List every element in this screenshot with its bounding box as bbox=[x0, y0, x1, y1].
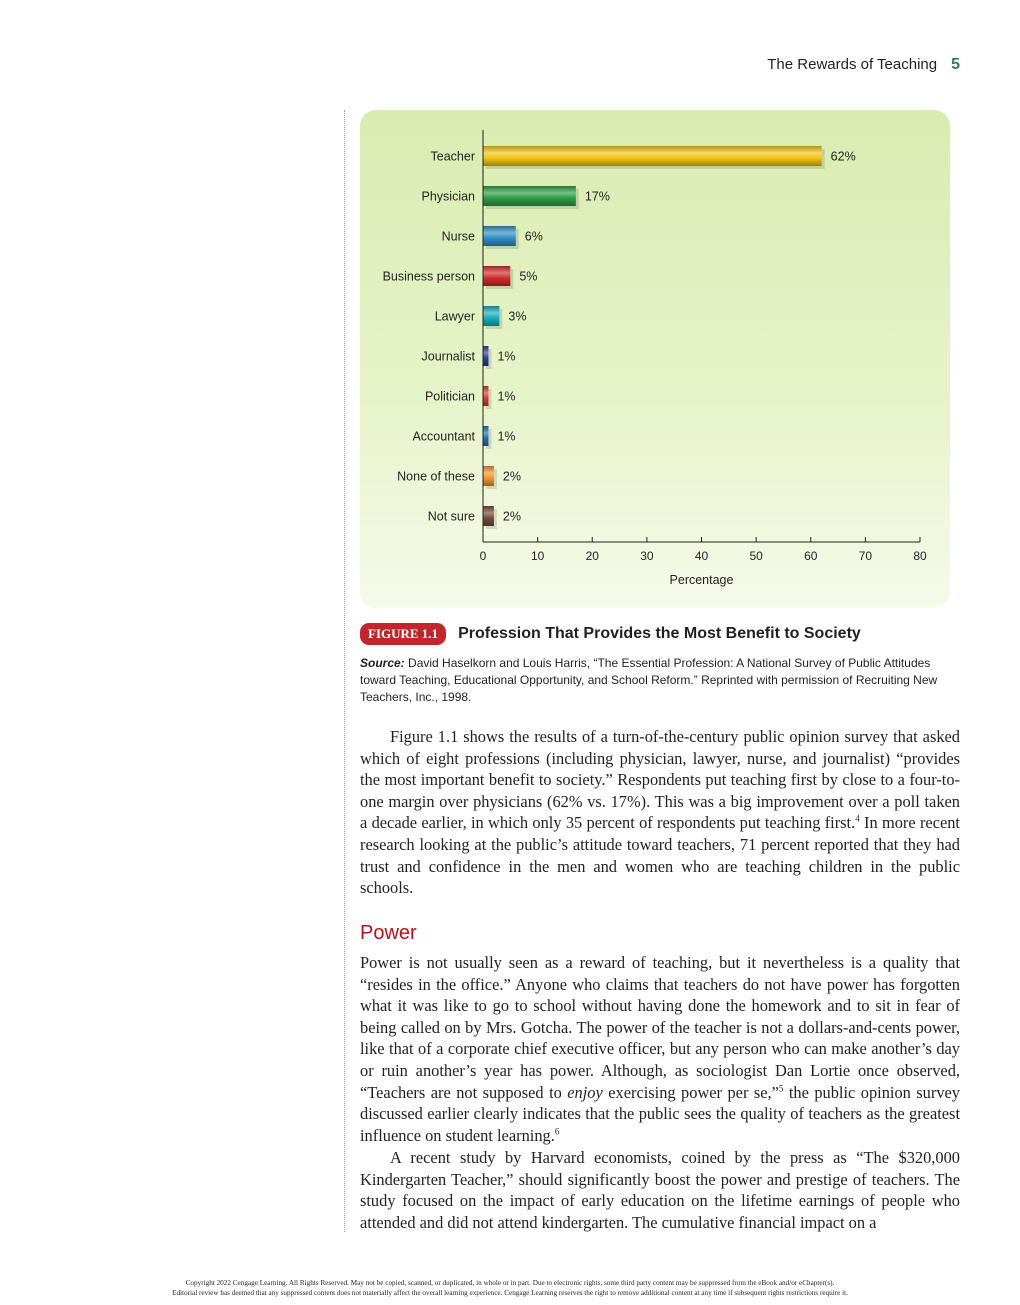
category-label: Physician bbox=[421, 189, 475, 204]
paragraph-1-text-b: In more recent research looking at the public’s attitude toward teachers, 71 percent reported that they had trust and confidence in the men and women who are teaching children in the public schools. bbox=[360, 813, 960, 898]
figure-chart-panel bbox=[360, 110, 950, 608]
copyright-line-1: Copyright 2022 Cengage Learning. All Rights Reserved. May not be copied, scanned, or duplicated, in whole or in part. Due to electronic rights, some third party content may be suppressed from the eBook and/or eChapter(s). bbox=[185, 1279, 835, 1287]
value-label: 1% bbox=[497, 429, 516, 444]
paragraph-power bbox=[360, 952, 960, 1146]
value-label: 1% bbox=[497, 389, 516, 404]
figure-label-badge: FIGURE 1.1 bbox=[360, 623, 446, 645]
category-label: Journalist bbox=[421, 349, 475, 364]
value-label: 5% bbox=[519, 269, 538, 284]
category-label: Business person bbox=[382, 269, 475, 284]
category-label: None of these bbox=[397, 469, 475, 484]
category-label: Not sure bbox=[427, 509, 475, 524]
copyright-footer bbox=[0, 1278, 1020, 1298]
x-tick-label: 20 bbox=[585, 549, 599, 563]
paragraph-survey-results bbox=[360, 726, 960, 899]
value-label: 1% bbox=[497, 349, 516, 364]
source-text: David Haselkorn and Louis Harris, “The Essential Profession: A National Survey of Public Attitudes toward Teaching, Educational Opportunity, and School Reform.” Reprinted with permission of Recruiting New Teachers, Inc., 1998. bbox=[360, 656, 938, 704]
x-axis-label: Percentage bbox=[669, 573, 734, 587]
emphasis-enjoy: enjoy bbox=[567, 1082, 603, 1102]
endnote-ref-4: 4 bbox=[855, 813, 860, 824]
source-label: Source: bbox=[360, 656, 405, 670]
bar-accountant bbox=[483, 426, 488, 446]
value-label: 2% bbox=[502, 469, 522, 484]
bar-politician bbox=[483, 386, 488, 406]
value-label: 2% bbox=[502, 509, 522, 524]
figure-source bbox=[360, 655, 960, 706]
value-label: 6% bbox=[524, 229, 543, 244]
value-label: 17% bbox=[584, 189, 610, 204]
endnote-ref-5: 5 bbox=[778, 1083, 784, 1094]
paragraph-2-text-a: Power is not usually seen as a reward of teaching, but it nevertheless is a quality that “resides in the office.” Anyone who claims that teachers do not have power has forgotten what it was like to go to school without having done the homework and to sit in fear of being called on by Mrs. Gotcha. The power of the teacher is not a dollars-and-cents power, like that of a corporate chief executive officer, but any person who can make another’s day or ruin another’s year has power. Although, as sociologist Dan Lortie once observed, “Teachers are not supposed to bbox=[360, 953, 960, 1102]
value-label: 62% bbox=[830, 149, 856, 164]
paragraph-2-text-c: the public opinion survey discussed earlier clearly indicates that the public sees the quality of teachers as the greatest influence on student learning. bbox=[360, 1082, 960, 1145]
copyright-line-2: Editorial review has deemed that any suppressed content does not materially affect the overall learning experience. Cengage Learning reserves the right to remove additional content at any time if subsequent rights restrictions require it. bbox=[172, 1289, 848, 1297]
x-tick-label: 60 bbox=[804, 549, 818, 563]
running-head-title: The Rewards of Teaching bbox=[767, 56, 938, 73]
bar-nurse bbox=[483, 226, 516, 246]
x-tick-label: 10 bbox=[530, 549, 545, 563]
bar-business-person bbox=[483, 266, 510, 286]
bar-physician bbox=[483, 186, 576, 206]
bar-lawyer bbox=[483, 306, 499, 326]
running-head bbox=[767, 56, 960, 74]
paragraph-1-text-a: Figure 1.1 shows the results of a turn-of-the-century public opinion survey that asked which of eight professions (including physician, lawyer, nurse, and journalist) “provides the most important benefit to society.” Respondents put teaching first by close to a four-to-one margin over physicians (62% vs. 17%). This was a big improvement over a poll taken a decade earlier, in which only 35 percent of respondents put teaching first. bbox=[360, 727, 960, 833]
bar-none-of-these bbox=[483, 466, 494, 486]
x-tick-label: 70 bbox=[858, 549, 873, 563]
category-label: Accountant bbox=[412, 429, 475, 444]
category-label: Lawyer bbox=[434, 309, 475, 324]
figure-caption bbox=[360, 623, 861, 645]
x-tick-label: 50 bbox=[749, 549, 763, 563]
category-label: Teacher bbox=[430, 149, 475, 164]
figure-title: Profession That Provides the Most Benefit to Society bbox=[458, 625, 861, 642]
paragraph-kindergarten-study: A recent study by Harvard economists, coined by the press as “The $320,000 Kindergarten Teacher,” should significantly boost the power and prestige of teachers. The study focused on the impact of early education on the lifetime earnings of people who attended and did not attend kindergarten. The cumulative financial impact on a bbox=[360, 1148, 960, 1232]
margin-rule bbox=[344, 110, 345, 1232]
x-tick-label: 40 bbox=[694, 549, 709, 563]
section-heading-power: Power bbox=[360, 922, 417, 944]
x-tick-label: 0 bbox=[479, 549, 487, 563]
x-tick-label: 30 bbox=[640, 549, 654, 563]
value-label: 3% bbox=[508, 309, 527, 324]
bar-teacher bbox=[483, 146, 822, 166]
category-label: Nurse bbox=[441, 229, 475, 244]
paragraph-2-text-b: exercising power per se,” bbox=[602, 1082, 779, 1102]
endnote-ref-6: 6 bbox=[554, 1126, 560, 1137]
bar-not-sure bbox=[483, 506, 494, 526]
category-label: Politician bbox=[424, 389, 475, 404]
bar-chart bbox=[360, 110, 950, 608]
bar-journalist bbox=[483, 346, 488, 366]
x-tick-label: 80 bbox=[913, 549, 927, 563]
page-number: 5 bbox=[951, 56, 960, 73]
